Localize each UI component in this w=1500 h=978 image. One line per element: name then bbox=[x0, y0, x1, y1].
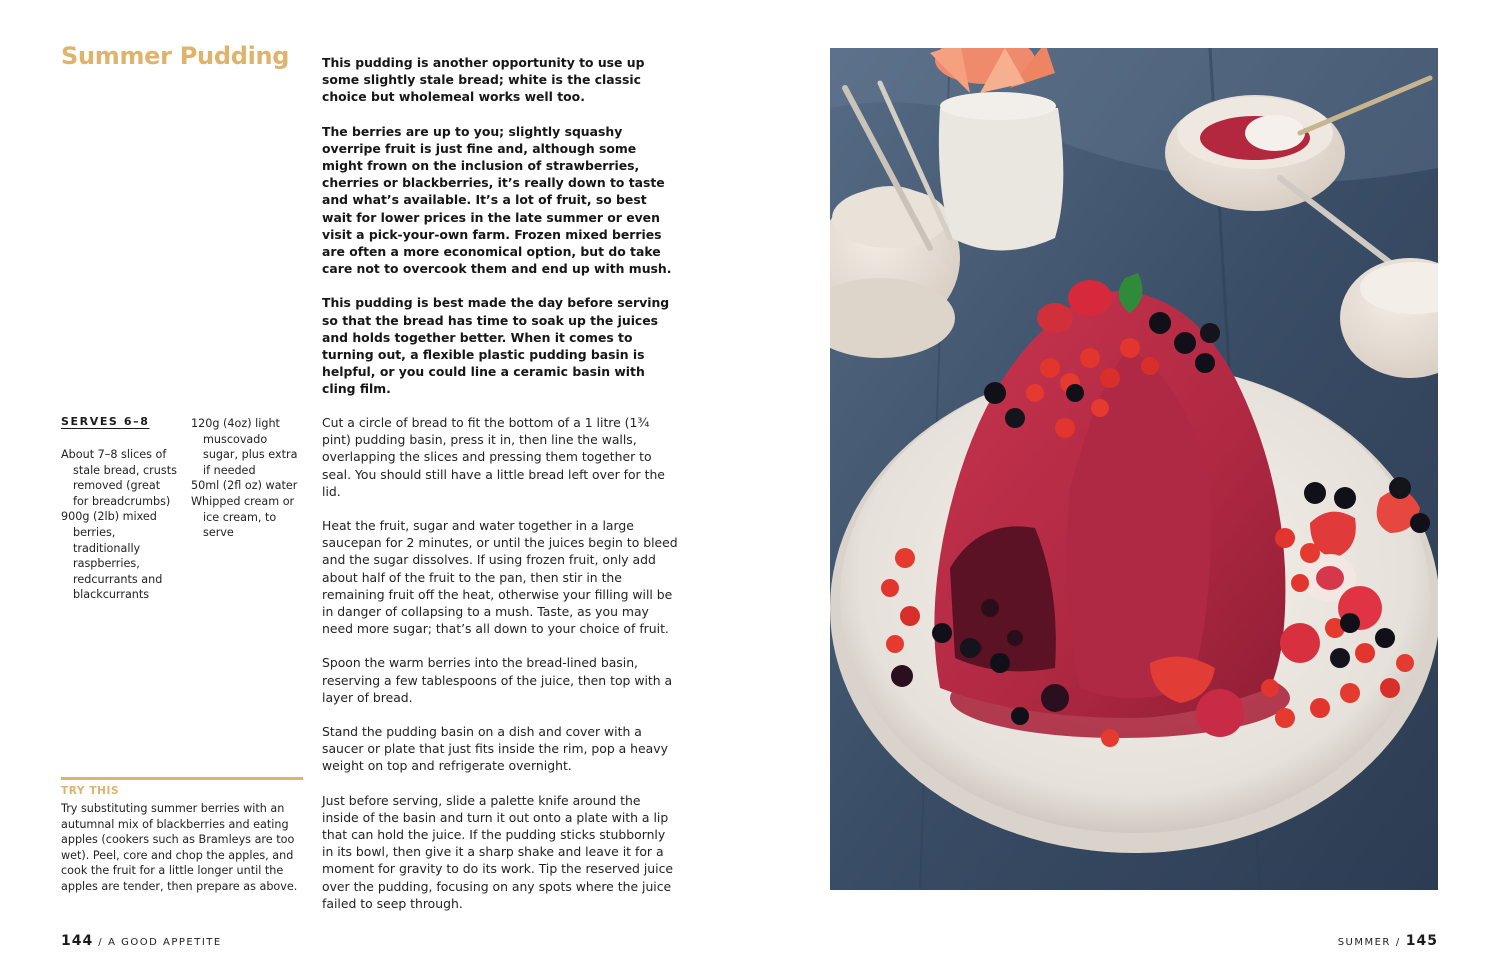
try-this-text: Try substituting summer berries with an autumnal mix of blackberries and eating apples (cookers such as Bramleys are too wet). Peel, core and chop the apples, and cook the fruit for a little longer until the apples are tender, then prepare as above. bbox=[61, 802, 298, 893]
method-step: Cut a circle of bread to fit the bottom of a 1 litre (1¾ pint) pudding basin, press it in, then line the walls, overlapping the slices and pressing them together to seal. You should still have a little bread left over for the lid. bbox=[322, 415, 665, 499]
intro-paragraph: The berries are up to you; slightly squashy overripe fruit is just fine and, although some might frown on the inclusion of strawberries, cherries or blackberries, it’s really down to taste and what’s available. It’s a lot of fruit, so best wait for lower prices in the late summer or even visit a pick-your-own farm. Frozen mixed berries are often a more economical option, but do take care not to overcook them and end up with mush. bbox=[322, 123, 672, 277]
section-name: SUMMER bbox=[1337, 937, 1391, 948]
serves-heading: SERVES 6–8 bbox=[61, 415, 150, 428]
recipe-title: Summer Pudding bbox=[61, 42, 290, 70]
method-step: Stand the pudding basin on a dish and cover with a saucer or plate that just fits inside the rim, pop a heavy weight on top and refrigerate overnight. bbox=[322, 724, 668, 774]
footer-left bbox=[61, 933, 222, 949]
footer-right bbox=[1338, 933, 1438, 949]
summer-pudding-photo bbox=[830, 48, 1438, 890]
intro-paragraph: This pudding is best made the day before serving so that the bread has time to soak up the juices and holds together better. When it comes to turning out, a flexible plastic pudding basin is helpful, or you could line a ceramic basin with cling film. bbox=[322, 295, 670, 397]
method-step: Spoon the warm berries into the bread-lined basin, reserving a few tablespoons of the juice, then top with a layer of bread. bbox=[322, 655, 673, 705]
method-step: Just before serving, slide a palette knife around the inside of the basin and turn it out onto a plate with a lip that can hold the juice. If the pudding sticks stubbornly in its bowl, then give it a sharp shake and leave it for a moment for gravity to do its work. Tip the reserved juice over the pudding, focusing on any spots where the juice failed to seep through. bbox=[322, 792, 674, 911]
page-number-left: 144 bbox=[61, 933, 94, 949]
ingredient-item: About 7–8 slices of stale bread, crusts removed (great for breadcrumbs) bbox=[61, 448, 177, 508]
footer-separator: / bbox=[98, 937, 104, 948]
ingredient-item: 900g (2lb) mixed berries, traditionally raspberries, redcurrants and blackcurrants bbox=[61, 510, 163, 602]
ingredients-column-2 bbox=[191, 416, 303, 541]
try-this-heading: TRY THIS bbox=[61, 785, 120, 797]
intro-text bbox=[322, 54, 674, 415]
ingredient-item: Whipped cream or ice cream, to serve bbox=[191, 494, 295, 540]
ingredient-item: 50ml (2fl oz) water bbox=[191, 479, 298, 493]
method-step: Heat the fruit, sugar and water together in a large saucepan for 2 minutes, or until the juices begin to bleed and the sugar dissolves. If using frozen fruit, only add about half of the fruit to the pan, then stir in the remaining fruit off the heat, otherwise your filling will be in danger of collapsing to a mush. Taste, as you may need more sugar; that’s all down to your choice of fruit. bbox=[322, 518, 678, 637]
page-number-right: 145 bbox=[1405, 933, 1438, 949]
intro-paragraph: This pudding is another opportunity to use up some slightly stale bread; white is the classic choice but wholemeal works well too. bbox=[322, 55, 645, 105]
footer-separator: / bbox=[1395, 937, 1401, 948]
ingredient-item: 120g (4oz) light muscovado sugar, plus extra if needed bbox=[191, 417, 298, 477]
ingredients-column-1 bbox=[61, 447, 179, 603]
method-text bbox=[322, 414, 678, 929]
try-this-divider bbox=[61, 777, 303, 780]
book-title: A GOOD APPETITE bbox=[108, 937, 222, 948]
